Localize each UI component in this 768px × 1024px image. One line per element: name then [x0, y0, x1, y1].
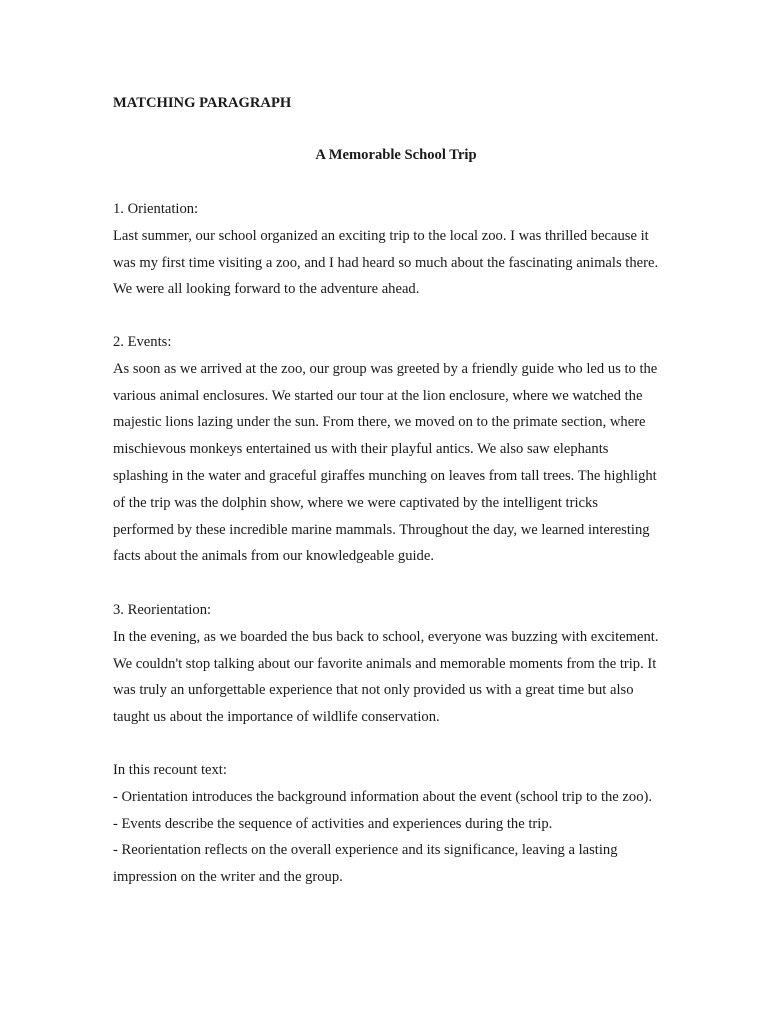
- section-label: 2. Events:: [113, 334, 172, 350]
- paragraph-line: facts about the animals from our knowledgeable guide.: [113, 548, 434, 565]
- section-summary: [113, 757, 683, 891]
- section-label: In this recount text:: [113, 762, 227, 778]
- paragraph-line: various animal enclosures. We started our tour at the lion enclosure, where we watched the: [113, 387, 643, 404]
- section-events: [113, 329, 683, 570]
- document-title: A Memorable School Trip: [315, 147, 477, 163]
- summary-line: - Reorientation reflects on the overall experience and its significance, leaving a lasting: [113, 842, 618, 859]
- section-label: 1. Orientation:: [113, 201, 199, 217]
- document-heading: MATCHING PARAGRAPH: [113, 95, 292, 111]
- paragraph-line: In the evening, as we boarded the bus back to school, everyone was buzzing with excitement.: [113, 628, 659, 645]
- paragraph-line: of the trip was the dolphin show, where we were captivated by the intelligent tricks: [113, 494, 598, 511]
- paragraph-line: We were all looking forward to the adventure ahead.: [113, 281, 420, 298]
- section-orientation: [113, 196, 683, 303]
- summary-line: - Events describe the sequence of activities and experiences during the trip.: [113, 815, 553, 832]
- paragraph-line: performed by these incredible marine mammals. Throughout the day, we learned interesting: [113, 521, 650, 538]
- paragraph-line: majestic lions lazing under the sun. From there, we moved on to the primate section, where: [113, 414, 646, 431]
- section-label: 3. Reorientation:: [113, 602, 212, 618]
- paragraph-line: We couldn't stop talking about our favorite animals and memorable moments from the trip. It: [113, 655, 657, 672]
- paragraph-line: As soon as we arrived at the zoo, our group was greeted by a friendly guide who led us to the: [113, 360, 658, 377]
- summary-line: - Orientation introduces the background information about the event (school trip to the zoo).: [113, 788, 653, 805]
- section-reorientation: [113, 597, 683, 731]
- paragraph-line: splashing in the water and graceful giraffes munching on leaves from tall trees. The highlight: [113, 467, 657, 484]
- summary-line: impression on the writer and the group.: [113, 869, 343, 886]
- paragraph-line: mischievous monkeys entertained us with their playful antics. We also saw elephants: [113, 441, 609, 458]
- paragraph-line: Last summer, our school organized an exciting trip to the local zoo. I was thrilled because it: [113, 227, 649, 244]
- paragraph-line: taught us about the importance of wildlife conservation.: [113, 709, 440, 726]
- paragraph-line: was my first time visiting a zoo, and I had heard so much about the fascinating animals there.: [113, 254, 659, 271]
- paragraph-line: was truly an unforgettable experience that not only provided us with a great time but also: [113, 682, 634, 699]
